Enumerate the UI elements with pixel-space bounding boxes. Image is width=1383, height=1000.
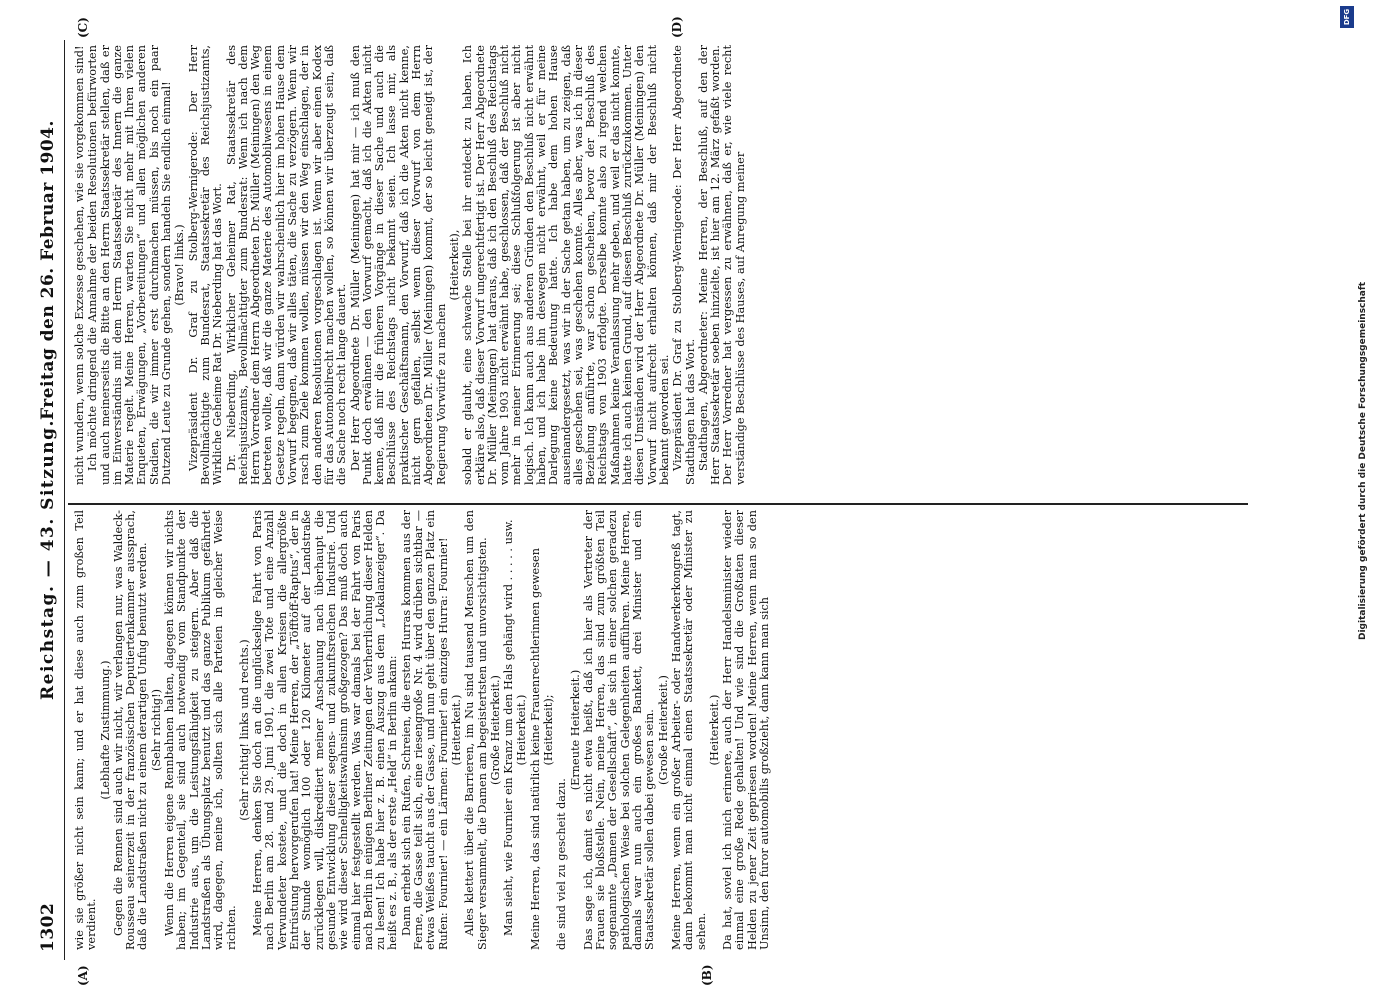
quotation: Man sieht, wie Fournier ein Kranz um den Hals gehängt wird . . . . . usw. <box>502 519 516 936</box>
left-running-title: Reichstag. — 43. Sitzung. <box>38 419 58 700</box>
interjection: (Bravo! links.) <box>173 224 187 306</box>
interjection: (Heiterkeit.) <box>449 694 463 766</box>
margin-mark-d: (D) <box>670 16 684 38</box>
quotation: Dann erhebt sich ein Rufen, Schreien, die ersten Hurras kommen aus der Ferne, die Gasse teilt sich, eine riesengroße Nr. 4 wird drüben sichtbar — etwas Weißes taucht aus der Gasse, und nun geht über den ganzen Platz ein Rufen: Fournier! — ein Lärmen: Fournier! ein einziges Hurra: Fournier! <box>399 510 450 950</box>
interjection: (Große Heiterkeit.) <box>656 675 670 785</box>
paragraph: wie sie größer nicht sein kann; und er hat diese auch zum großen Teil verdient. <box>73 510 99 950</box>
margin-mark-c: (C) <box>76 17 90 38</box>
interjection: (Heiterkeit); <box>541 694 555 766</box>
interjection: (Große Heiterkeit.) <box>488 675 502 785</box>
interjection: (Heiterkeit.) <box>707 694 721 766</box>
interjection: (Sehr richtig! links und rechts.) <box>237 639 251 821</box>
page-number: 1302 <box>38 902 58 952</box>
paragraph: die sind viel zu gescheit dazu. <box>555 778 569 950</box>
right-text-column <box>74 45 748 485</box>
speaker-paragraph: Dr. Nieberding, Wirklicher Geheimer Rat, Staatssekretär des Reichsjustizamts, Bevollmächtigter zum Bundesrat: Wenn ich nach dem Herrn Vorredner dem Herrn Abgeordneten Dr. Müller (Meiningen) den Weg betreten wollte, daß wir die ganze Materie des Automobilwesens in einem Gesetze regeln, dann würden wir wahrscheinlich hier im hohen Hause dem Vorwurf begegnen, daß wir alles täten, die Sache zu verzögern. Wenn wir rasch zum Ziele kommen wollen, müssen wir den Weg einschlagen, der in den anderen Resolutionen vorgeschlagen ist. Wenn wir aber einen Kodex für das Automobilrecht machen wollen, so können wir überzeugt sein, daß die Sache noch recht lange dauert. <box>224 45 349 485</box>
paragraph: Das sage ich, damit es nicht etwa heißt, daß ich hier als Vertreter der Frauen sie bloßstelle. Nein, meine Herren, das sind zum größten Teil sogenannte „Damen der Gesellschaft“, die sich in einer solchen geradezu pathologischen Weise bei solchen Gelegenheiten aufführen. Meine Herren, damals war nun auch ein großes Bankett, drei Minister und ein Staatssekretär sollen dabei gewesen sein. <box>581 510 657 950</box>
paragraph: Ich möchte dringend die Annahme der beiden Resolutionen befürworten und auch meinerseits die Bitte an den Herrn Staatssekretär stellen, daß er im Einverständnis mit dem Herrn Staatssekretär des Innern die ganze Materie regelt. Meine Herren, warten Sie nicht mehr mit Ihren vielen Enqueten, Erwägungen, „Vorbereitungen“ und allen möglichen anderen Stadien, die wir immer erst durchmachen müssen, bis noch ein paar Dutzend Leute zu Grunde gehen, sondern handeln Sie endlich einmal! <box>86 45 174 485</box>
interjection: (Heiterkeit), <box>447 229 461 301</box>
interjection: (Sehr richtig!) <box>149 688 163 772</box>
paragraph: Meine Herren, denken Sie doch an die unglückselige Fahrt von Paris nach Berlin am 28. und 29. Juni 1901, die zwei Tote und eine Anzahl Verwundeter kostete, und die doch in allen Kreisen die allergrößte Entrüstung hervorgerufen hat! Meine Herren, der „Töfftöff-Raptus“, der in der Stunde womöglich 100 oder 120 Kilometer auf der Landstraße zurücklegen will, diskreditiert meiner Anschauung nach überhaupt die gesunde Entwicklung dieser segens- und zukunftsreichen Industrie. Und wie wird dieser Schnelligkeitswahnsinn großgezogen? Das muß doch auch einmal hier festgestellt werden. Was war damals bei der Fahrt von Paris nach Berlin in einigen Berliner Zeitungen der Verherrlichung dieser Helden zu lesen! Ich habe hier z. B. einen Auszug aus dem „Lokalanzeiger“. Da heißt es z. B., als der erste „Held“ in Berlin ankam: <box>251 510 400 950</box>
margin-mark-b: (B) <box>700 964 714 986</box>
paragraph: sobald er glaubt, eine schwache Stelle bei ihr entdeckt zu haben. Ich erkläre also, daß dieser Vorwurf ungerechtfertigt ist. Der Herr Abgeordnete Dr. Müller (Meiningen) hat daraus, daß ich den Beschluß des Reichstags vom Jahre 1903 nicht erwähnt habe, geschlossen, daß der Beschluß nicht mehr in meiner Erinnerung sei; diese Schlußfolgerung ist aber nicht logisch. Ich kann auch aus anderen Gründen den Beschluß nicht erwähnt haben, und ich habe ihn deswegen nicht erwähnt, weil er für meine Darlegung keine Bedeutung hatte. Ich habe dem hohen Hause auseinandergesetzt, was wir in der Sache getan haben, um zu zeigen, daß alles geschehen sei, was geschehen konnte. Alles aber, was ich in dieser Beziehung anführte, war schon geschehen, bevor der Beschluß des Reichstags von 1903 erfolgte. Derselbe konnte also zu irgend welchen Maßnahmen keine Veranlassung mehr geben, und weil er das nicht konnte, hatte ich auch keinen Grund, auf diesen Beschluß zurückzukommen. Unter diesen Umständen wird der Herr Abgeordnete Dr. Müller (Meiningen) den Vorwurf nicht aufrecht erhalten können, daß mir der Beschluß nicht bekannt geworden sei. <box>461 45 671 485</box>
paragraph: nicht wundern, wenn solche Exzesse geschehen, wie sie vorgekommen sind! <box>73 45 86 485</box>
paragraph: Da hat, soviel ich mich erinnere, auch der Herr Handelsminister wieder einmal eine große Rede gehalten! Und wie sind die Großtaten dieser Helden zu jener Zeit gepriesen worden! Meine Herren, wenn man so den Unsinn, den furor automobilis großzieht, dann kann man sich <box>721 510 772 950</box>
speaker-paragraph: Stadthagen, Abgeordneter: Meine Herren, der Beschluß, auf den der Herr Staatssekretär soeben hinzielte, ist hier am 12. März gefaßt worden. Der Herr Vorredner hat vergessen zu erwähnen, daß er, wie viele recht verständige Beschlüsse des Hauses, auf Anregung meiner <box>696 45 747 485</box>
paragraph: Meine Herren, wenn ein großer Arbeiter- oder Handwerkerkongreß tagt, dann bekommt man nicht einmal einen Staatssekretär oder Minister zu sehen. <box>669 510 708 950</box>
digitization-note: Digitalisierung gefördert durch die Deutsche Forschungsgemeinschaft <box>1358 281 1368 640</box>
paragraph: Meine Herren, das sind natürlich keine Frauenrechtlerinnen gewesen <box>528 548 542 950</box>
speaker-paragraph: Vizepräsident Dr. Graf zu Stolberg-Wernigerode: Der Herr Bevollmächtigte zum Bundesrat, Staatssekretär des Reichsjustizamts, Wirkliche Geheime Rat Dr. Nieberding hat das Wort. <box>186 45 225 485</box>
paragraph: Gegen die Rennen sind auch wir nicht, wir verlangen nur, was Waldeck-Rousseau seinerzeit in der französischen Deputiertenkammer aussprach, daß die Landstraßen nicht zu einem derartigen Unfug benutzt werden. <box>111 510 150 950</box>
interjection: (Lebhafte Zustimmung.) <box>98 660 112 800</box>
right-running-title: Freitag den 26. Februar 1904. <box>38 120 58 420</box>
margin-mark-a: (A) <box>76 965 90 986</box>
quotation: Alles klettert über die Barrieren, im Nu sind tausend Menschen um den Sieger versammelt, die Damen am begeistertsten und unvorsichtigsten. <box>463 510 489 950</box>
dfg-logo: DFG <box>1340 6 1354 28</box>
paragraph: Der Herr Abgeordnete Dr. Müller (Meiningen) hat mir — ich muß den Punkt doch erwähnen — den Vorwurf gemacht, daß ich die Akten nicht kenne, daß mir die früheren Vorgänge in dieser Sache und auch die Beschlüsse des Reichstags nicht bekannt seien. Ich lasse mir, als praktischer Geschäftsmann, den Vorwurf, daß ich die Akten nicht kenne, nicht gern gefallen, selbst wenn dieser Vorwurf von dem Herrn Abgeordneten Dr. Müller (Meiningen) kommt, der so leicht geneigt ist, der Regierung Vorwürfe zu machen <box>348 45 448 485</box>
interjection: (Erneute Heiterkeit.) <box>568 669 582 791</box>
column-divider <box>68 504 1248 506</box>
left-text-column <box>74 510 772 950</box>
header-rule <box>64 40 65 960</box>
speaker-paragraph: Vizepräsident Dr. Graf zu Stolberg-Wernigerode: Der Herr Abgeordnete Stadthagen hat das Wort. <box>671 45 697 485</box>
paragraph: Wenn die Herren eigene Rennbahnen halten, dagegen können wir nichts haben; im Gegenteil, sie sind auch notwendig vom Standpunkte der Industrie aus, um die Leistungsfähigkeit zu steigern. Aber daß die Landstraßen als Übungsplatz benutzt und das ganze Publikum gefährdet wird, dagegen, meine ich, sollten sich alle Parteien in gleicher Weise richten. <box>163 510 238 950</box>
interjection: (Heiterkeit.) <box>515 694 529 766</box>
